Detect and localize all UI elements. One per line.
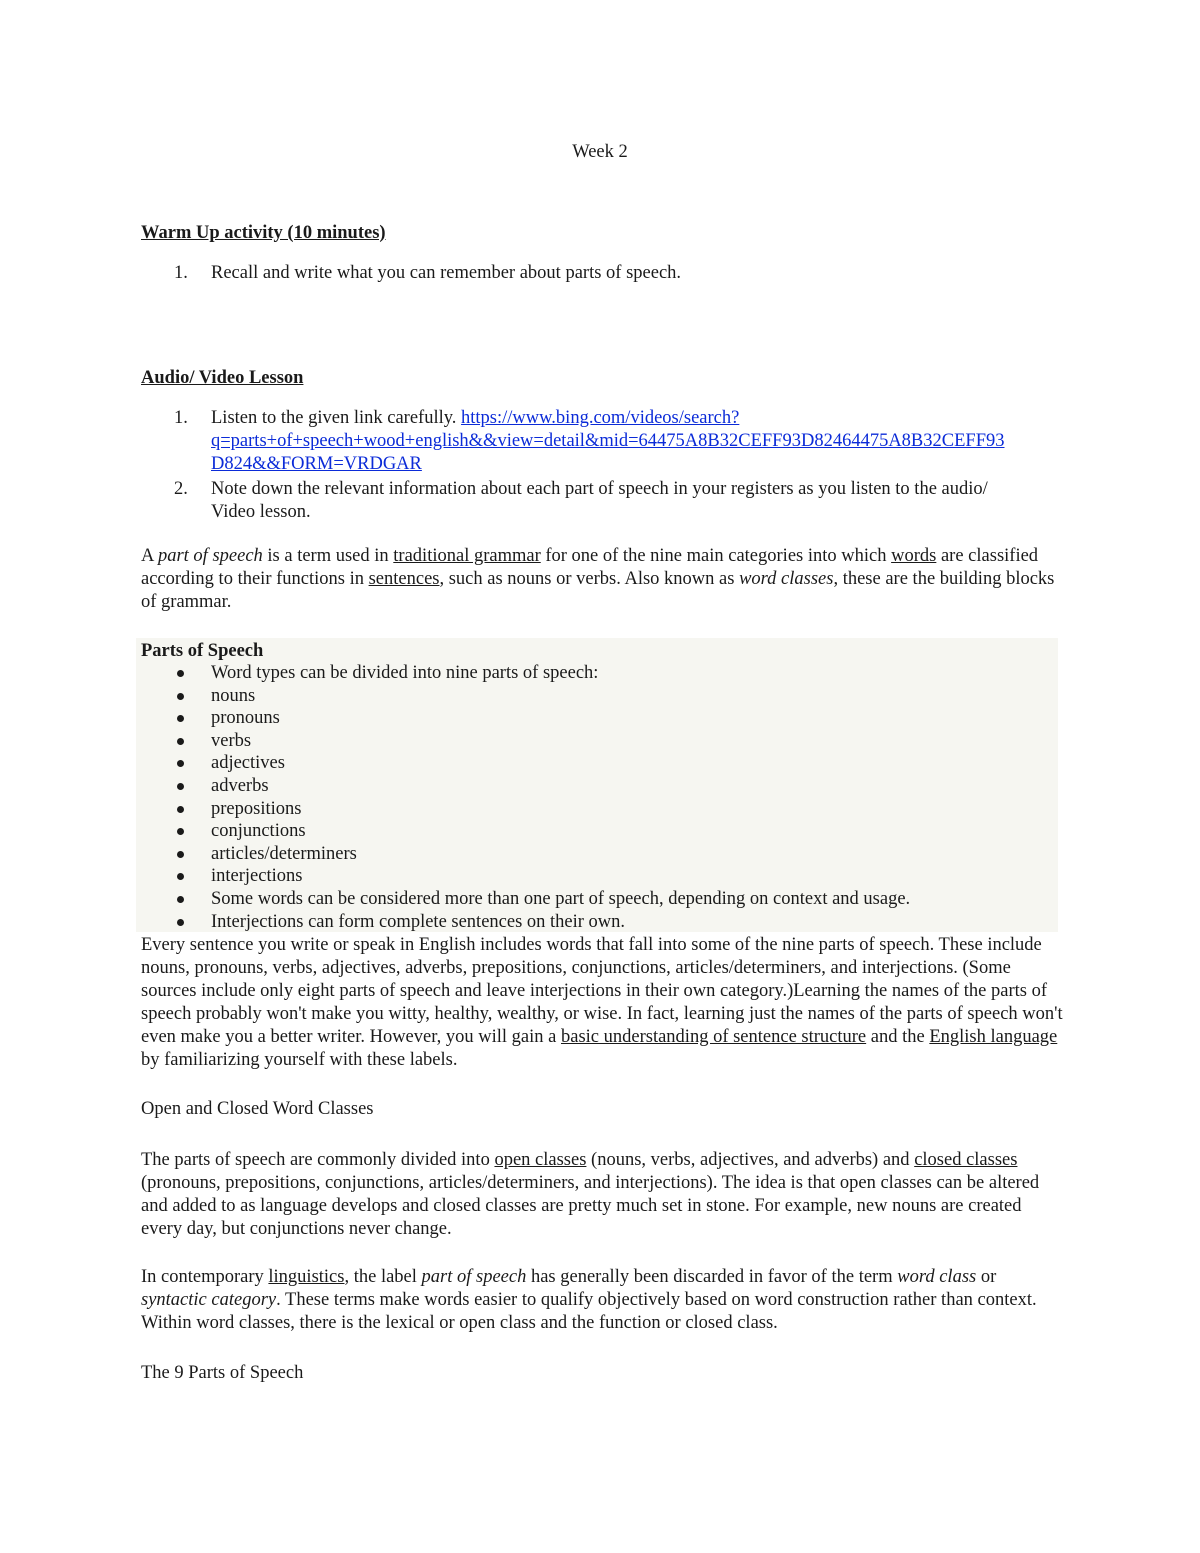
list-item-text: Listen to the given link carefully. <box>211 408 462 428</box>
list-number: 1. <box>174 408 188 428</box>
bullet-icon <box>177 670 184 677</box>
warmup-heading: Warm Up activity (10 minutes) <box>141 223 386 243</box>
list-item <box>141 478 1071 524</box>
list-item: prepositions <box>141 798 1051 821</box>
list-item: Some words can be considered more than one part of speech, depending on context and usage. <box>141 888 1051 911</box>
open-closed-heading: Open and Closed Word Classes <box>141 1099 374 1119</box>
link-words[interactable]: words <box>891 546 937 566</box>
term-part-of-speech: part of speech <box>421 1267 527 1287</box>
list-item <box>141 262 1071 285</box>
list-number: 1. <box>174 263 188 283</box>
list-item-text-line: Video lesson. <box>211 502 311 522</box>
link-sentence-structure[interactable]: basic understanding of sentence structure <box>561 1027 867 1047</box>
list-item-text-line: Note down the relevant information about each part of speech in your registers as you listen to the audio/ <box>211 479 988 499</box>
list-item: adjectives <box>141 752 1051 775</box>
term-part-of-speech: part of speech <box>157 546 263 566</box>
nine-parts-heading: The 9 Parts of Speech <box>141 1363 304 1383</box>
link-linguistics[interactable]: linguistics <box>268 1267 345 1287</box>
bullet-icon <box>177 851 184 858</box>
link-english-language[interactable]: English language <box>929 1027 1058 1047</box>
lesson-heading: Audio/ Video Lesson <box>141 368 304 388</box>
parts-heading: Parts of Speech <box>141 641 264 661</box>
term-word-class: word class <box>897 1267 977 1287</box>
list-item: adverbs <box>141 775 1051 798</box>
intro-paragraph: A part of speech is a term used in traditional grammar for one of the nine main categories into which words are classified according to their functions in sentences, such as nouns or verbs. Also known as word classes, these are the building blocks of grammar. <box>141 546 1055 612</box>
bullet-icon <box>177 738 184 745</box>
page-title: Week 2 <box>572 142 628 162</box>
link-traditional-grammar[interactable]: traditional grammar <box>393 546 541 566</box>
list-item: conjunctions <box>141 820 1051 843</box>
video-link[interactable]: https://www.bing.com/videos/search? q=parts+of+speech+wood+english&&view=detail&mid=64475A8B32CEFF93D82464475A8B32CEFF93 D824&&FORM=VRDGAR <box>211 408 1005 474</box>
list-item <box>141 407 1071 476</box>
bullet-icon <box>177 783 184 790</box>
bullet-icon <box>177 873 184 880</box>
link-sentences[interactable]: sentences <box>368 569 440 589</box>
list-item: interjections <box>141 865 1051 888</box>
list-item: Interjections can form complete sentences on their own. <box>141 911 1051 934</box>
parts-list <box>141 662 1051 933</box>
term-syntactic-category: syntactic category <box>141 1290 277 1310</box>
list-item: Word types can be divided into nine parts of speech: <box>141 662 1051 685</box>
every-sentence-paragraph: Every sentence you write or speak in English includes words that fall into some of the nine parts of speech. These include nouns, pronouns, verbs, adjectives, adverbs, prepositions, conjunctions, articles/determiners, and interjections. (Some sources include only eight parts of speech and leave interjections in their own category.)Learning the names of the parts of speech probably won't make you witty, healthy, wealthy, or wise. In fact, learning just the names of the parts of speech won't even make you a better writer. However, you will gain a basic understanding of sentence structure and the English language by familiarizing yourself with these labels. <box>141 935 1063 1070</box>
link-open-classes[interactable]: open classes <box>494 1150 587 1170</box>
bullet-icon <box>177 806 184 813</box>
term-word-classes: word classes <box>739 569 834 589</box>
bullet-icon <box>177 693 184 700</box>
list-item-text: Recall and write what you can remember about parts of speech. <box>211 263 682 283</box>
bullet-icon <box>177 828 184 835</box>
contemporary-paragraph: In contemporary linguistics, the label part of speech has generally been discarded in favor of the term word class or syntactic category. These terms make words easier to qualify objectively based on word construction rather than context. Within word classes, there is the lexical or open class and the function or closed class. <box>141 1267 1037 1333</box>
bullet-icon <box>177 715 184 722</box>
list-item: articles/determiners <box>141 843 1051 866</box>
bullet-icon <box>177 760 184 767</box>
list-number: 2. <box>174 479 188 499</box>
list-item: nouns <box>141 685 1051 708</box>
bullet-icon <box>177 919 184 926</box>
bullet-icon <box>177 896 184 903</box>
link-closed-classes[interactable]: closed classes <box>914 1150 1018 1170</box>
warmup-list <box>141 262 1071 285</box>
list-item: pronouns <box>141 707 1051 730</box>
lesson-list <box>141 407 1071 524</box>
open-closed-paragraph: The parts of speech are commonly divided into open classes (nouns, verbs, adjectives, and adverbs) and closed classes (pronouns, prepositions, conjunctions, articles/determiners, and interjections). The idea is that open classes can be altered and added to as language develops and closed classes are pretty much set in stone. For example, new nouns are created every day, but conjunctions never change. <box>141 1150 1040 1239</box>
list-item: verbs <box>141 730 1051 753</box>
